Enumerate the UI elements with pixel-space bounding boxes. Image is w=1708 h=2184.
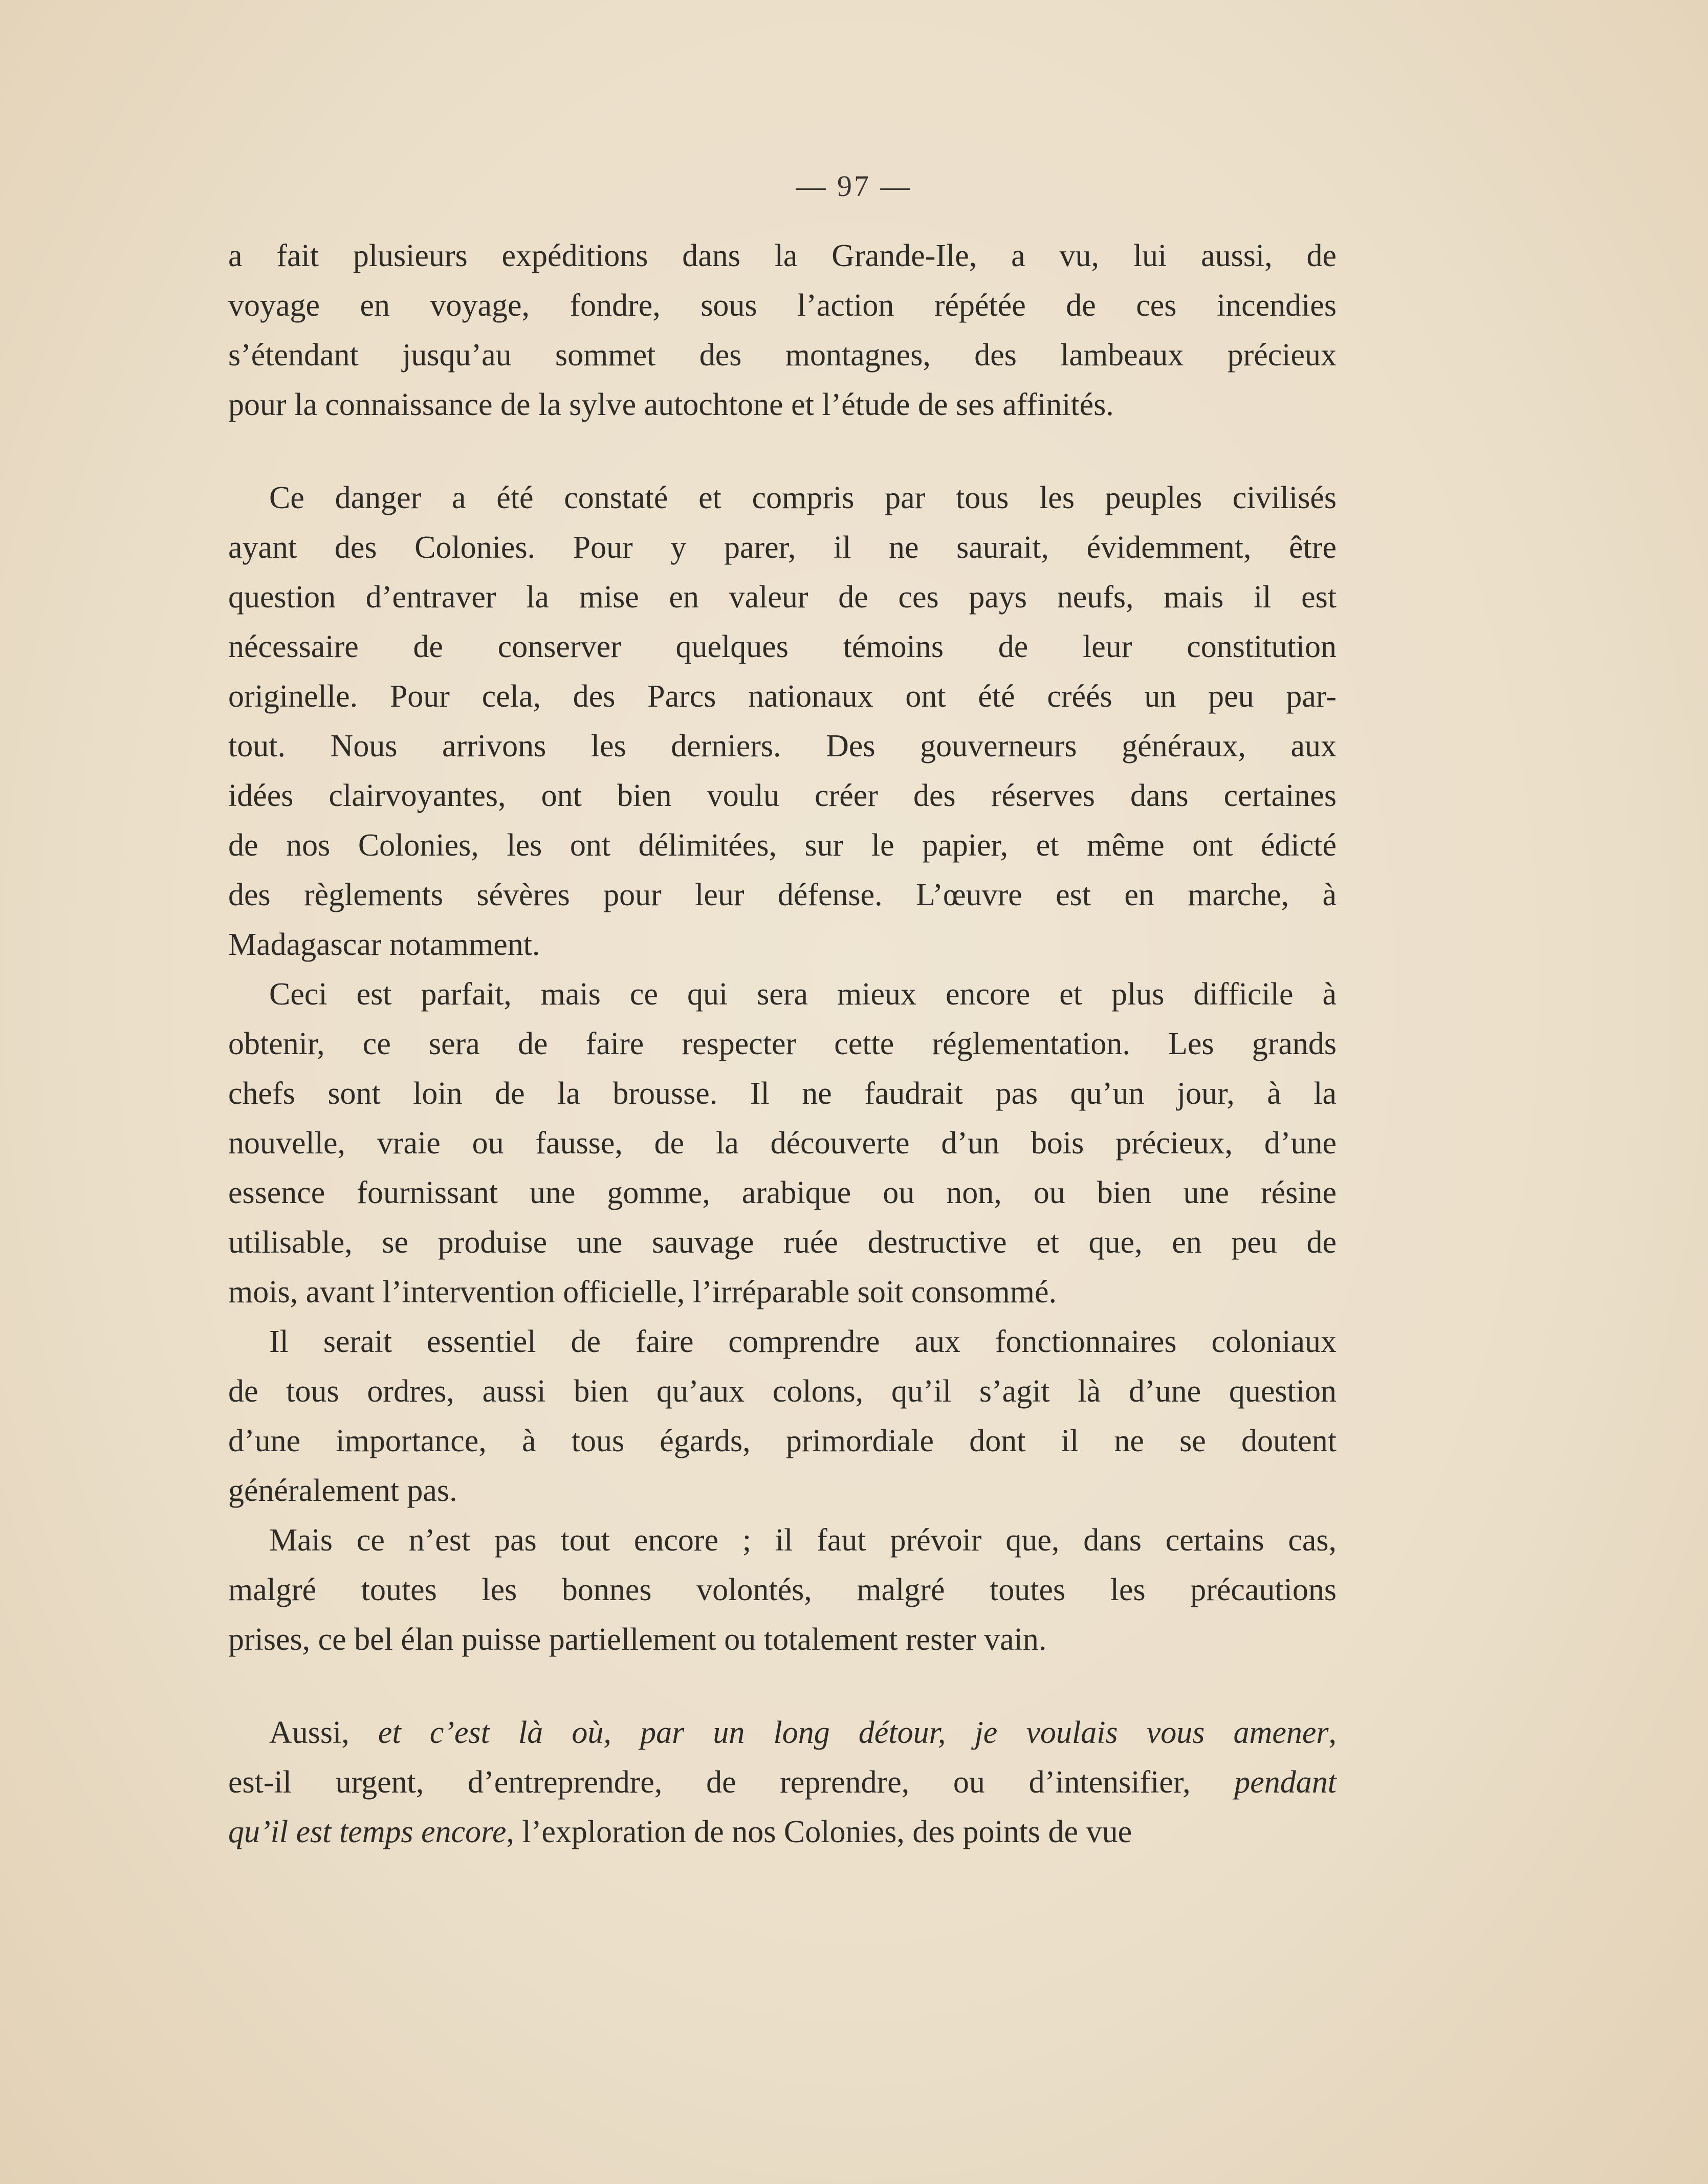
text-line (228, 1119, 1337, 1168)
text-line (228, 1416, 1337, 1466)
paragraph (228, 231, 1337, 430)
italic-text: pendant (1234, 1765, 1337, 1800)
paragraph (228, 1516, 1337, 1665)
text-segment: utilisable, se produise une sauvage ruée destructive et que, en peu de (228, 1225, 1337, 1260)
text-segment: d’une importance, à tous égards, primordiale dont il ne se doutent (228, 1424, 1337, 1458)
text-segment: de tous ordres, aussi bien qu’aux colons, qu’il s’agit là d’une question (228, 1374, 1337, 1409)
text-line (228, 821, 1337, 870)
text-line (228, 380, 1337, 430)
text-segment: s’étendant jusqu’au sommet des montagnes, des lambeaux précieux (228, 338, 1337, 373)
text-line (228, 231, 1337, 281)
text-segment: nouvelle, vraie ou fausse, de la découverte d’un bois précieux, d’une (228, 1126, 1337, 1161)
text-line (228, 1516, 1337, 1565)
text-line (228, 331, 1337, 380)
text-segment: prises, ce bel élan puisse partiellement ou totalement rester vain. (228, 1622, 1047, 1657)
text-line (228, 1565, 1337, 1615)
text-segment: Il serait essentiel de faire comprendre aux fonctionnaires coloniaux (269, 1324, 1337, 1359)
text-segment: originelle. Pour cela, des Parcs nationaux ont été créés un peu par- (228, 679, 1337, 714)
paragraph (228, 970, 1337, 1317)
body-text (228, 231, 1337, 1857)
text-segment: pour la connaissance de la sylve autochtone et l’étude de ses affinités. (228, 387, 1114, 422)
text-line (228, 281, 1337, 331)
text-segment: mois, avant l’intervention officielle, l’irréparable soit consommé. (228, 1275, 1057, 1309)
text-line (228, 473, 1337, 523)
text-line (228, 672, 1337, 722)
text-segment: Aussi, (269, 1715, 378, 1750)
text-line (228, 1069, 1337, 1119)
text-line (228, 1019, 1337, 1069)
paragraph (228, 473, 1337, 970)
text-line (228, 1615, 1337, 1665)
text-line (228, 523, 1337, 573)
text-segment: généralement pas. (228, 1473, 457, 1508)
page-number: — 97 — (796, 169, 912, 203)
text-line (228, 1807, 1337, 1857)
text-segment: , (1328, 1715, 1337, 1750)
text-line (228, 870, 1337, 920)
text-segment: question d’entraver la mise en valeur de ces pays neufs, mais il est (228, 580, 1337, 615)
paragraph (228, 1708, 1337, 1857)
text-line (228, 771, 1337, 821)
text-segment: idées clairvoyantes, ont bien voulu créer des réserves dans certaines (228, 778, 1337, 813)
text-line (228, 1466, 1337, 1516)
text-segment: Mais ce n’est pas tout encore ; il faut prévoir que, dans certains cas, (269, 1523, 1337, 1558)
text-segment: obtenir, ce sera de faire respecter cette réglementation. Les grands (228, 1027, 1337, 1061)
text-segment: nécessaire de conserver quelques témoins de leur constitution (228, 629, 1337, 664)
text-segment: essence fournissant une gomme, arabique ou non, ou bien une résine (228, 1175, 1337, 1210)
text-segment: chefs sont loin de la brousse. Il ne faudrait pas qu’un jour, à la (228, 1076, 1337, 1111)
text-line (228, 1758, 1337, 1807)
text-line (228, 1367, 1337, 1416)
text-segment: malgré toutes les bonnes volontés, malgré toutes les précautions (228, 1573, 1337, 1607)
text-segment: de nos Colonies, les ont délimitées, sur le papier, et même ont édicté (228, 828, 1337, 863)
text-line (228, 1317, 1337, 1367)
italic-text: qu’il est temps encore (228, 1815, 507, 1849)
text-line (228, 573, 1337, 622)
text-segment: tout. Nous arrivons les derniers. Des gouverneurs généraux, aux (228, 729, 1337, 763)
text-segment: , l’exploration de nos Colonies, des points de vue (506, 1815, 1132, 1849)
text-segment: Ce danger a été constaté et compris par tous les peuples civilisés (269, 481, 1337, 515)
text-segment: Madagascar notamment. (228, 927, 540, 962)
text-segment: Ceci est parfait, mais ce qui sera mieux encore et plus difficile à (269, 977, 1337, 1012)
text-segment: est-il urgent, d’entreprendre, de reprendre, ou d’intensifier, (228, 1765, 1235, 1800)
text-line (228, 1268, 1337, 1317)
text-line (228, 722, 1337, 771)
text-line (228, 1708, 1337, 1758)
text-segment: a fait plusieurs expéditions dans la Grande-Ile, a vu, lui aussi, de (228, 238, 1337, 273)
text-line (228, 1218, 1337, 1268)
text-line (228, 622, 1337, 672)
text-segment: des règlements sévères pour leur défense. L’œuvre est en marche, à (228, 878, 1337, 912)
text-line (228, 970, 1337, 1019)
text-line (228, 920, 1337, 970)
text-segment: ayant des Colonies. Pour y parer, il ne saurait, évidemment, être (228, 530, 1337, 565)
paragraph (228, 1317, 1337, 1516)
text-segment: voyage en voyage, fondre, sous l’action répétée de ces incendies (228, 288, 1337, 323)
text-line (228, 1168, 1337, 1218)
italic-text: et c’est là où, par un long détour, je voulais vous amener (378, 1715, 1329, 1750)
